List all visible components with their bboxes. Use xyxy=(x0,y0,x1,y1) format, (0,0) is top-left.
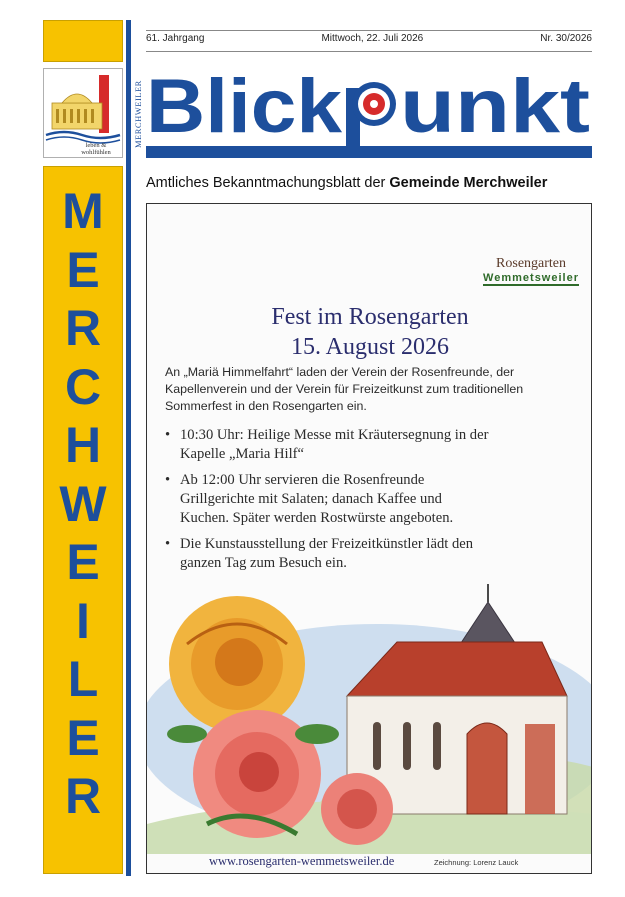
sidebar-divider xyxy=(126,20,131,876)
municipality-logo xyxy=(43,68,123,158)
illustration-credit: Zeichnung: Lorenz Lauck xyxy=(434,858,519,867)
poster-schedule-list xyxy=(165,426,575,580)
list-item xyxy=(165,535,480,573)
header-rule-top xyxy=(146,30,592,31)
subtitle-plain: Amtliches Bekanntmachungsblatt der xyxy=(146,175,390,191)
bullet: • xyxy=(165,472,171,488)
event-poster xyxy=(146,203,592,874)
publication-subtitle xyxy=(146,175,592,191)
sidebar-letter: E xyxy=(66,241,100,298)
issue-date: Mittwoch, 22. Juli 2026 xyxy=(321,33,424,44)
sidebar-letter: L xyxy=(67,651,99,707)
edition-label: 61. Jahrgang xyxy=(146,33,205,44)
sidebar-town-name xyxy=(43,182,123,826)
subtitle-municipality: Gemeinde Merchweiler xyxy=(389,175,548,191)
list-item xyxy=(165,471,480,528)
target-p-icon xyxy=(346,82,396,146)
list-item xyxy=(165,426,510,464)
rosengarten-logo xyxy=(483,256,579,286)
logo-vertical-name: MERCHWEILER xyxy=(133,80,143,148)
list-item-text: 10:30 Uhr: Heilige Messe mit Kräutersegnung in der Kapelle „Maria Hilf“ xyxy=(180,427,489,462)
org-logo-line2: Wemmetsweiler xyxy=(483,272,579,284)
sidebar-letter: E xyxy=(66,709,100,766)
sidebar-letter: I xyxy=(76,592,90,649)
issue-number: Nr. 30/2026 xyxy=(540,33,592,44)
logo-motto-1: leben & xyxy=(85,142,107,149)
issue-info-bar xyxy=(146,33,592,49)
poster-date: 15. August 2026 xyxy=(290,334,449,360)
sidebar-top-block xyxy=(43,20,123,62)
masthead-underline xyxy=(146,146,592,158)
logo-motto-2: wohlfühlen xyxy=(81,149,111,156)
sidebar-letter: M xyxy=(62,183,104,239)
list-item-text: Die Kunstausstellung der Freizeitkünstler lädt den ganzen Tag zum Besuch ein. xyxy=(180,536,474,571)
header-rule-bottom xyxy=(146,51,592,52)
org-logo-line1: Rosengarten xyxy=(496,256,567,271)
sidebar-letter: E xyxy=(66,534,100,590)
town-hall-emblem xyxy=(44,69,122,157)
sidebar-letter: C xyxy=(64,358,102,415)
sidebar-letter: H xyxy=(64,417,102,473)
website-link[interactable]: www.rosengarten-wemmetsweiler.de xyxy=(209,854,395,868)
chapel-and-roses-illustration xyxy=(147,584,592,854)
bullet: • xyxy=(165,536,171,552)
list-item-text: Ab 12:00 Uhr servieren die Rosenfreunde Grillgerichte mit Salaten; danach Kaffee und Kuchen. Später werden Rostwürste angeboten. xyxy=(180,472,454,526)
bullet: • xyxy=(165,427,171,443)
masthead-text-start: Blick xyxy=(146,64,343,146)
sidebar-letter: R xyxy=(64,300,102,356)
poster-title: Fest im Rosengarten xyxy=(271,304,469,330)
poster-intro: An „Mariä Himmelfahrt“ laden der Verein der Rosenfreunde, der Kapellenverein und der Verein für Freizeitkunst zum traditionellen Sommerfest in den Rosengarten ein. xyxy=(165,365,524,413)
sidebar-letter: R xyxy=(64,768,102,824)
masthead-text-end: unkt xyxy=(400,64,590,146)
masthead xyxy=(146,60,592,146)
sidebar-letter: W xyxy=(59,475,107,532)
